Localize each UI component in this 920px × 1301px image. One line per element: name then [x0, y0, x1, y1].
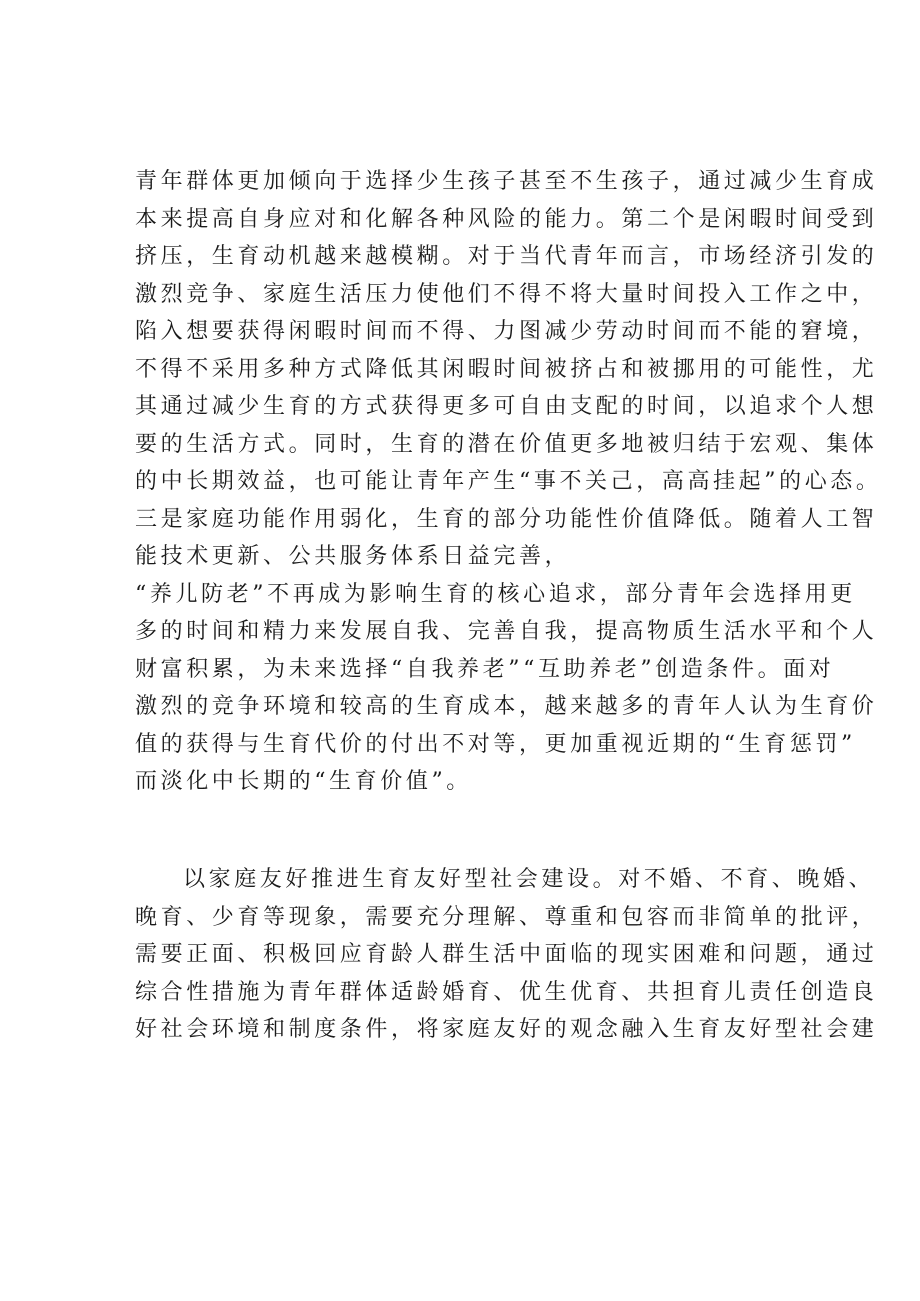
paragraph-line: 好社会环境和制度条件，将家庭友好的观念融入生育友好型社会建: [135, 1017, 878, 1042]
paragraph-line: 晚育、少育等现象，需要充分理解、尊重和包容而非简单的批评，: [135, 904, 878, 930]
paragraph-1: [135, 163, 882, 801]
paragraph-line: 能技术更新、公共服务体系日益完善，: [135, 544, 571, 569]
paragraph-2: [135, 861, 878, 1049]
paragraph-line: 的中长期效益，也可能让青年产生“事不关己，高高挂起”的心态。: [135, 469, 882, 494]
paragraph-line: 青年群体更加倾向于选择少生孩子甚至不生孩子，通过减少生育成: [135, 169, 878, 194]
paragraph-line: 三是家庭功能作用弱化，生育的部分功能性价值降低。随着人工智: [135, 506, 878, 532]
paragraph-line: 激烈的竞争环境和较高的生育成本，越来越多的青年人认为生育价: [135, 694, 878, 719]
paragraph-line: 多的时间和精力来发展自我、完善自我，提高物质生活水平和个人: [135, 619, 878, 644]
paragraph-line: 陷入想要获得闲暇时间而不得、力图减少劳动时间而不能的窘境，: [135, 319, 878, 344]
paragraph-line: 本来提高自身应对和化解各种风险的能力。第二个是闲暇时间受到: [135, 206, 878, 232]
paragraph-line: 其通过减少生育的方式获得更多可自由支配的时间，以追求个人想: [135, 394, 878, 419]
paragraph-line: “养儿防老”不再成为影响生育的核心追求，部分青年会选择用更: [135, 581, 856, 607]
paragraph-line: 以家庭友好推进生育友好型社会建设。对不婚、不育、晚婚、: [183, 867, 875, 892]
paragraph-line: 综合性措施为青年群体适龄婚育、优生优育、共担育儿责任创造良: [135, 979, 878, 1005]
paragraph-line: 挤压，生育动机越来越模糊。对于当代青年而言，市场经济引发的: [135, 244, 878, 269]
paragraph-line: 而淡化中长期的“生育价值”。: [135, 769, 472, 794]
paragraph-line: 不得不采用多种方式降低其闲暇时间被挤占和被挪用的可能性，尤: [135, 356, 878, 382]
paragraph-line: 要的生活方式。同时，生育的潜在价值更多地被归结于宏观、集体: [135, 431, 878, 457]
paragraph-line: 财富积累，为未来选择“自我养老”“互助养老”创造条件。面对: [135, 656, 835, 682]
paragraph-line: 需要正面、积极回应育龄人群生活中面临的现实困难和问题，通过: [135, 942, 878, 967]
paragraph-line: 激烈竞争、家庭生活压力使他们不得不将大量时间投入工作之中，: [135, 281, 878, 307]
paragraph-line: 值的获得与生育代价的付出不对等，更加重视近期的“生育惩罚”: [135, 731, 856, 757]
